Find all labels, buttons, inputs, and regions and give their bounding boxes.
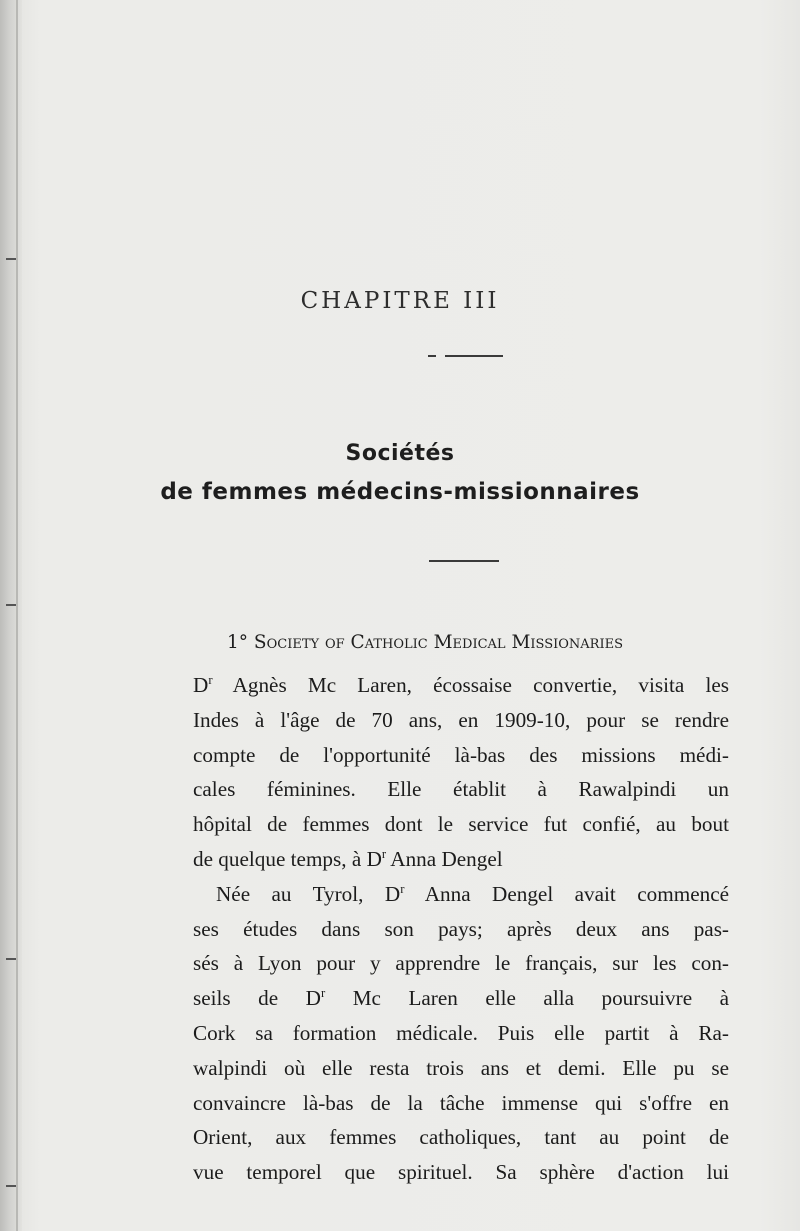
- text-line: seils de $D^r$ Mc Laren elle alla poursuivre à: [193, 986, 730, 1011]
- title-line-1: Sociétés: [345, 441, 455, 466]
- paragraph: [193, 668, 729, 877]
- chapter-heading: CHAPITRE III: [300, 288, 500, 314]
- text-line: Indes à l'âge de 70 ans, en 1909-10, pour se rendre: [193, 707, 729, 732]
- binding-mark: [6, 258, 16, 260]
- text-line: cales féminines. Elle établit à Rawalpindi un: [193, 777, 729, 802]
- ornament-rule-right: [445, 355, 503, 357]
- text-line: ses études dans son pays; après deux ans pas-: [193, 916, 729, 941]
- binding-mark: [6, 1185, 16, 1187]
- body-text: [193, 668, 729, 1190]
- text-line: hôpital de femmes dont le service fut confié, au bout: [193, 812, 729, 837]
- paragraph: [193, 877, 729, 1190]
- text-line: de quelque temps, à $D^r$ Anna Dengel: [193, 846, 503, 871]
- section-title: Society of Catholic Medical Missionaries: [253, 632, 623, 653]
- text-line: convaincre là-bas de la tâche immense qui s'offre en: [193, 1090, 729, 1115]
- section-divider: [429, 560, 499, 562]
- section-number: 1°: [227, 632, 249, 653]
- text-line: compte de l'opportunité là-bas des missions médi-: [193, 742, 729, 767]
- text-line: walpindi où elle resta trois ans et demi. Elle pu se: [193, 1055, 729, 1080]
- binding-edge: [16, 0, 18, 1231]
- title-line-2: de femmes médecins-missionnaires: [160, 479, 640, 505]
- text-line: sés à Lyon pour y apprendre le français, sur les con-: [193, 951, 729, 976]
- binding-mark: [6, 604, 16, 606]
- text-line: Orient, aux femmes catholiques, tant au point de: [193, 1125, 729, 1150]
- text-line: $D^r$ Agnès Mc Laren, écossaise convertie, visita les: [193, 672, 729, 697]
- page-binding-shadow: [0, 0, 22, 1231]
- text-line: Cork sa formation médicale. Puis elle partit à Ra-: [193, 1020, 729, 1045]
- ornament-rule-left: [428, 355, 436, 357]
- text-line: vue temporel que spirituel. Sa sphère d'action lui: [193, 1160, 729, 1185]
- section-heading: [227, 632, 623, 653]
- binding-mark: [6, 958, 16, 960]
- text-line: Née au Tyrol, $D^r$ Anna Dengel avait commencé: [216, 881, 729, 906]
